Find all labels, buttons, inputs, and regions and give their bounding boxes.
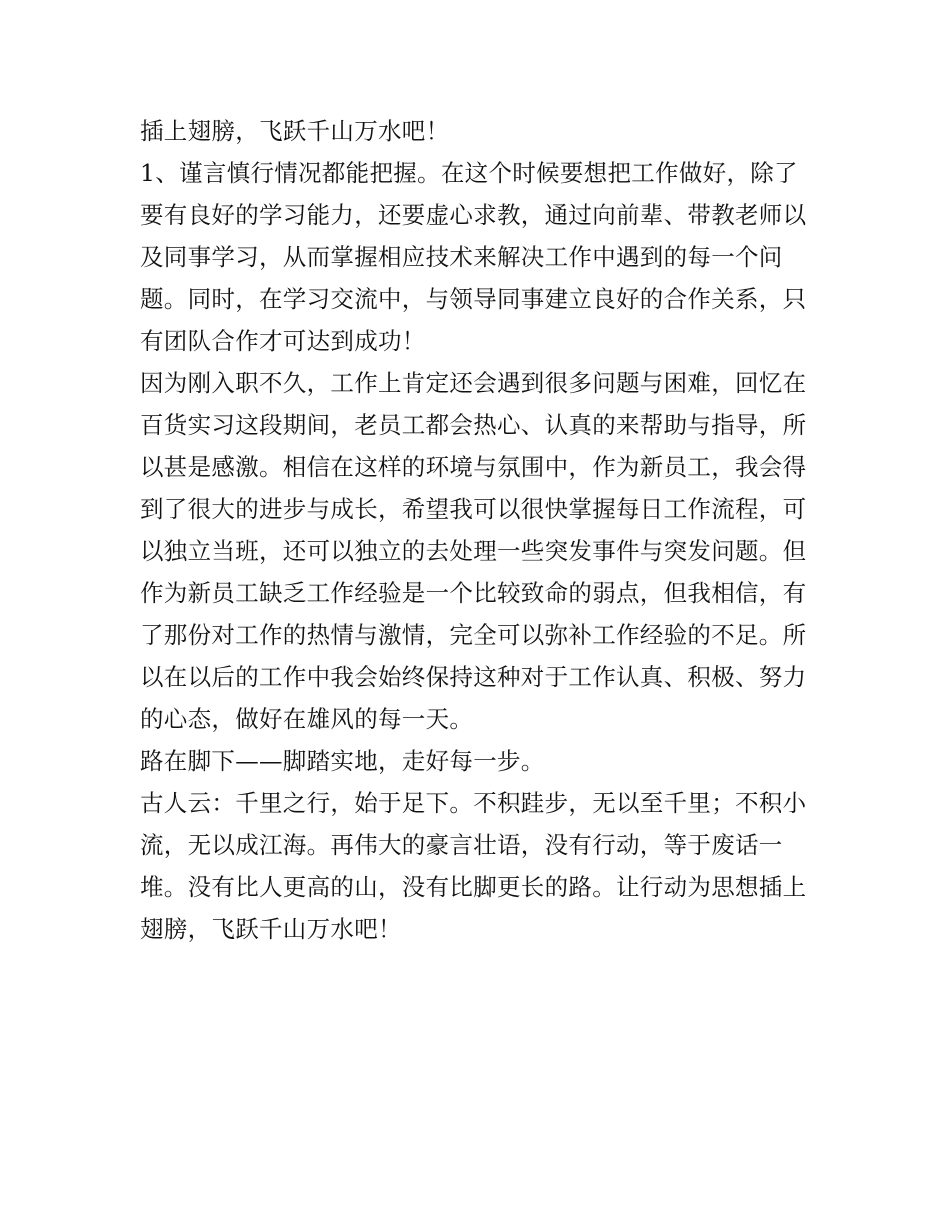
section-heading: 路在脚下——脚踏实地，走好每一步。: [140, 747, 545, 775]
paragraph-ancient-saying: 古人云：千里之行，始于足下。不积跬步，无以至千里；不积小流，无以成江海。再伟大的豪言壮语，没有行动，等于废话一堆。没有比人更高的山，没有比脚更长的路。让行动为思想插上翅膀，飞跃千山万水吧！: [140, 789, 807, 943]
paragraph-new-employee: 因为刚入职不久，工作上肯定还会遇到很多问题与困难，回忆在百货实习这段期间，老员工都会热心、认真的来帮助与指导，所以甚是感激。相信在这样的环境与氛围中，作为新员工，我会得到了很大的进步与成长，希望我可以很快掌握每日工作流程，可以独立当班，还可以独立的去处理一些突发事件与突发问题。但作为新员工缺乏工作经验是一个比较致命的弱点，但我相信，有了那份对工作的热情与激情，完全可以弥补工作经验的不足。所以在以后的工作中我会始终保持这种对于工作认真、积极、努力的心态，做好在雄风的每一天。: [140, 369, 807, 733]
paragraph-point-one: 1、谨言慎行情况都能把握。在这个时候要想把工作做好，除了要有良好的学习能力，还要虚心求教，通过向前辈、带教老师以及同事学习，从而掌握相应技术来解决工作中遇到的每一个问题。同时，在学习交流中，与领导同事建立良好的合作关系，只有团队合作才可达到成功！: [140, 159, 807, 355]
paragraph-closing-fragment: 插上翅膀，飞跃千山万水吧！: [140, 117, 450, 145]
document-body: [140, 110, 820, 950]
